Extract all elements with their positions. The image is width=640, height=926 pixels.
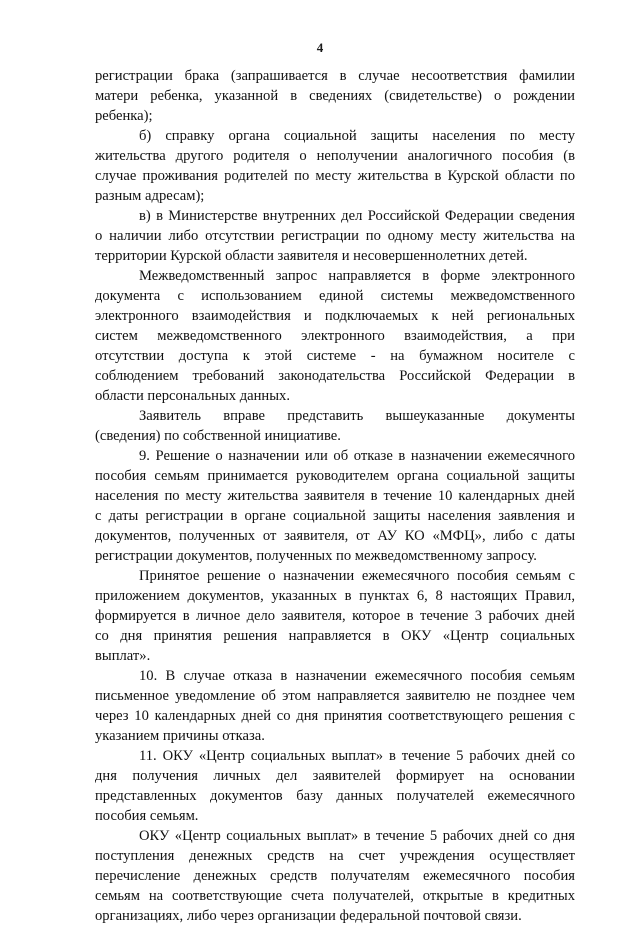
text-line: территории Курской области заявителя и несовершеннолетних детей. <box>95 248 528 264</box>
text-line: с даты регистрации в органе социальной защиты населения заявления и <box>95 508 575 524</box>
text-line: приложением документов, указанных в пунктах 6, 8 настоящих Правил, <box>95 588 575 604</box>
text-line: электронного взаимодействия и подключаемых к ней региональных <box>95 308 575 324</box>
text-line: 9. Решение о назначении или об отказе в назначении ежемесячного <box>139 448 575 464</box>
paragraph <box>95 206 575 266</box>
text-line: населения по месту жительства заявителя в течение 10 календарных дней <box>95 488 575 504</box>
paragraph <box>95 666 575 746</box>
document-body <box>95 66 575 926</box>
paragraph <box>95 566 575 666</box>
text-line: в) в Министерстве внутренних дел Российской Федерации сведения <box>139 208 575 224</box>
text-line: систем межведомственного электронного взаимодействия, а при <box>95 328 575 344</box>
text-line: формируется в личное дело заявителя, которое в течение 3 рабочих дней <box>95 608 575 624</box>
paragraph <box>95 266 575 406</box>
text-line: жительства другого родителя о неполучении аналогичного пособия (в <box>95 148 575 164</box>
text-line: выплат». <box>95 648 151 664</box>
text-line: области персональных данных. <box>95 388 290 404</box>
paragraph <box>95 446 575 566</box>
text-line: семьям на соответствующие счета получателей, открытые в кредитных <box>95 888 575 904</box>
text-line: письменное уведомление об этом направляется заявителю не позднее чем <box>95 688 575 704</box>
page-number: 4 <box>316 40 324 55</box>
paragraph <box>95 826 575 926</box>
text-line: матери ребенка, указанной в сведениях (свидетельстве) о рождении <box>95 88 575 104</box>
paragraph <box>95 406 575 446</box>
text-line: Межведомственный запрос направляется в форме электронного <box>139 268 575 284</box>
text-line: регистрации документов, полученных по межведомственному запросу. <box>95 548 537 564</box>
text-line: пособия семьям. <box>95 808 199 824</box>
text-line: указанием причины отказа. <box>95 728 265 744</box>
text-line: (сведения) по собственной инициативе. <box>95 428 341 444</box>
text-line: 11. ОКУ «Центр социальных выплат» в течение 5 рабочих дней со <box>139 748 575 764</box>
text-line: б) справку органа социальной защиты населения по месту <box>139 128 575 144</box>
text-line: через 10 календарных дней со дня принятия соответствующего решения с <box>95 708 575 724</box>
text-line: ОКУ «Центр социальных выплат» в течение 5 рабочих дней со дня <box>139 828 575 844</box>
text-line: пособия семьям принимается руководителем органа социальной защиты <box>95 468 575 484</box>
text-line: перечисление денежных средств получателям ежемесячного пособия <box>95 868 575 884</box>
text-line: случае проживания родителей по месту жительства в Курской области по <box>95 168 575 184</box>
text-line: регистрации брака (запрашивается в случае несоответствия фамилии <box>95 68 575 84</box>
text-line: разным адресам); <box>95 188 205 204</box>
paragraph <box>95 126 575 206</box>
text-line: соблюдением требований законодательства Российской Федерации в <box>95 368 575 384</box>
text-line: документа с использованием единой системы межведомственного <box>95 288 575 304</box>
text-line: 10. В случае отказа в назначении ежемесячного пособия семьям <box>139 668 575 684</box>
text-line: о наличии либо отсутствии регистрации по одному месту жительства на <box>95 228 575 244</box>
text-line: отсутствии доступа к этой системе - на бумажном носителе с <box>95 348 575 364</box>
paragraph <box>95 66 575 126</box>
text-line: дня получения личных дел заявителей формирует на основании <box>95 768 575 784</box>
text-line: ребенка); <box>95 108 153 124</box>
text-line: Принятое решение о назначении ежемесячного пособия семьям с <box>139 568 575 584</box>
text-line: представленных документов базу данных получателей ежемесячного <box>95 788 575 804</box>
text-line: Заявитель вправе представить вышеуказанные документы <box>139 408 575 424</box>
text-line: со дня принятия решения направляется в ОКУ «Центр социальных <box>95 628 575 644</box>
paragraph <box>95 746 575 826</box>
text-line: поступления денежных средств на счет учреждения осуществляет <box>95 848 575 864</box>
text-line: организациях, либо через организации федеральной почтовой связи. <box>95 908 522 924</box>
text-line: документов, полученных от заявителя, от АУ КО «МФЦ», либо с даты <box>95 528 575 544</box>
